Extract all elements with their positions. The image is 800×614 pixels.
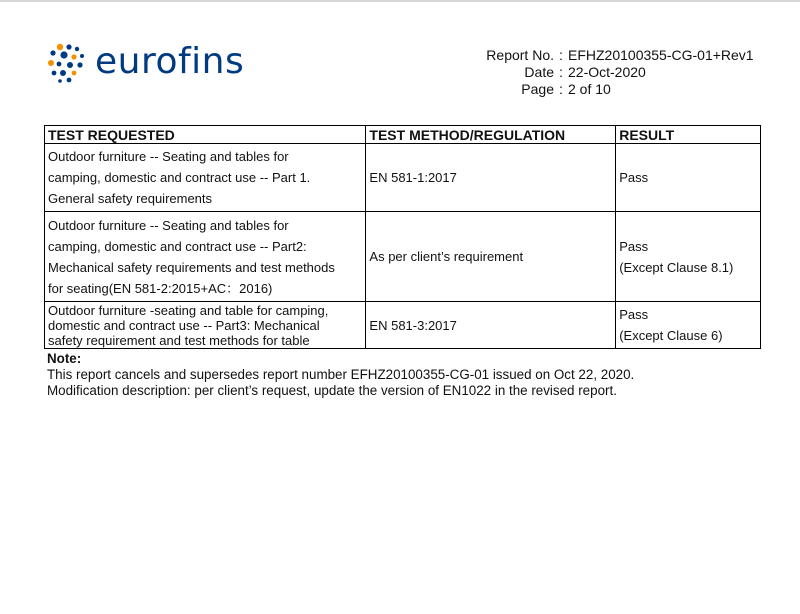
test-method-cell: EN 581-3:2017 — [366, 302, 616, 349]
result-exception: (Except Clause 8.1) — [619, 259, 734, 275]
test-requested-line: Outdoor furniture -- Seating and tables for — [48, 217, 289, 233]
report-number-label: Report No. — [486, 47, 554, 63]
result-value: Pass — [619, 307, 649, 322]
result-value: Pass — [619, 238, 649, 254]
report-date-value: 22-Oct-2020 — [568, 64, 646, 80]
note-section — [47, 351, 634, 399]
separator: : — [559, 81, 563, 97]
separator: : — [559, 64, 563, 80]
test-method-cell: EN 581-1:2017 — [366, 144, 616, 212]
report-page-label: Page — [521, 81, 554, 97]
report-page-value: 2 of 10 — [568, 81, 611, 97]
report-date-row — [470, 64, 754, 81]
table-row — [45, 302, 761, 349]
test-requested-line: for seating(EN 581-2:2015+AC：2016) — [48, 280, 273, 296]
table-header-row — [45, 126, 761, 144]
table-row — [45, 144, 761, 212]
note-line: This report cancels and supersedes report number EFHZ20100355-CG-01 issued on Oct 22, 2020. — [47, 367, 635, 382]
test-requested-line: Outdoor furniture -- Seating and tables for — [48, 149, 289, 164]
separator: : — [559, 47, 563, 63]
test-requested-line: camping, domestic and contract use -- Part2: — [48, 238, 307, 254]
test-requested-line: Mechanical safety requirements and test methods — [48, 259, 335, 275]
header-test-method: TEST METHOD/REGULATION — [366, 126, 616, 144]
result-cell — [616, 302, 761, 349]
top-divider — [0, 0, 800, 2]
result-cell — [616, 212, 761, 302]
report-number-value: EFHZ20100355-CG-01+Rev1 — [568, 47, 754, 63]
eurofins-dots-logo-icon — [47, 43, 87, 83]
result-exception: (Except Clause 6) — [619, 328, 723, 343]
test-requested-line: camping, domestic and contract use -- Part 1. — [48, 170, 311, 185]
header-result: RESULT — [616, 126, 761, 144]
result-cell — [616, 144, 761, 212]
test-requested-line: General safety requirements — [48, 191, 213, 206]
logo-wordmark: eurofins — [95, 41, 245, 82]
note-title: Note: — [47, 351, 82, 366]
test-requested-cell — [45, 302, 366, 349]
test-requested-line: safety requirement and test methods for table — [48, 332, 310, 348]
test-requested-cell — [45, 144, 366, 212]
report-page-row — [470, 81, 754, 98]
report-number-row — [470, 47, 754, 64]
report-date-label: Date — [524, 64, 554, 80]
result-value: Pass — [619, 170, 649, 185]
table-row — [45, 212, 761, 302]
test-method-cell: As per client’s requirement — [366, 212, 616, 302]
header-test-requested: TEST REQUESTED — [45, 126, 366, 144]
report-meta — [470, 47, 754, 98]
note-line: Modification description: per client’s request, update the version of EN1022 in the revised report. — [47, 383, 617, 398]
test-requested-line: domestic and contract use -- Part3: Mechanical — [48, 317, 320, 333]
test-requested-line: Outdoor furniture -seating and table for camping, — [48, 302, 329, 318]
results-table — [44, 125, 761, 349]
test-requested-cell — [45, 212, 366, 302]
